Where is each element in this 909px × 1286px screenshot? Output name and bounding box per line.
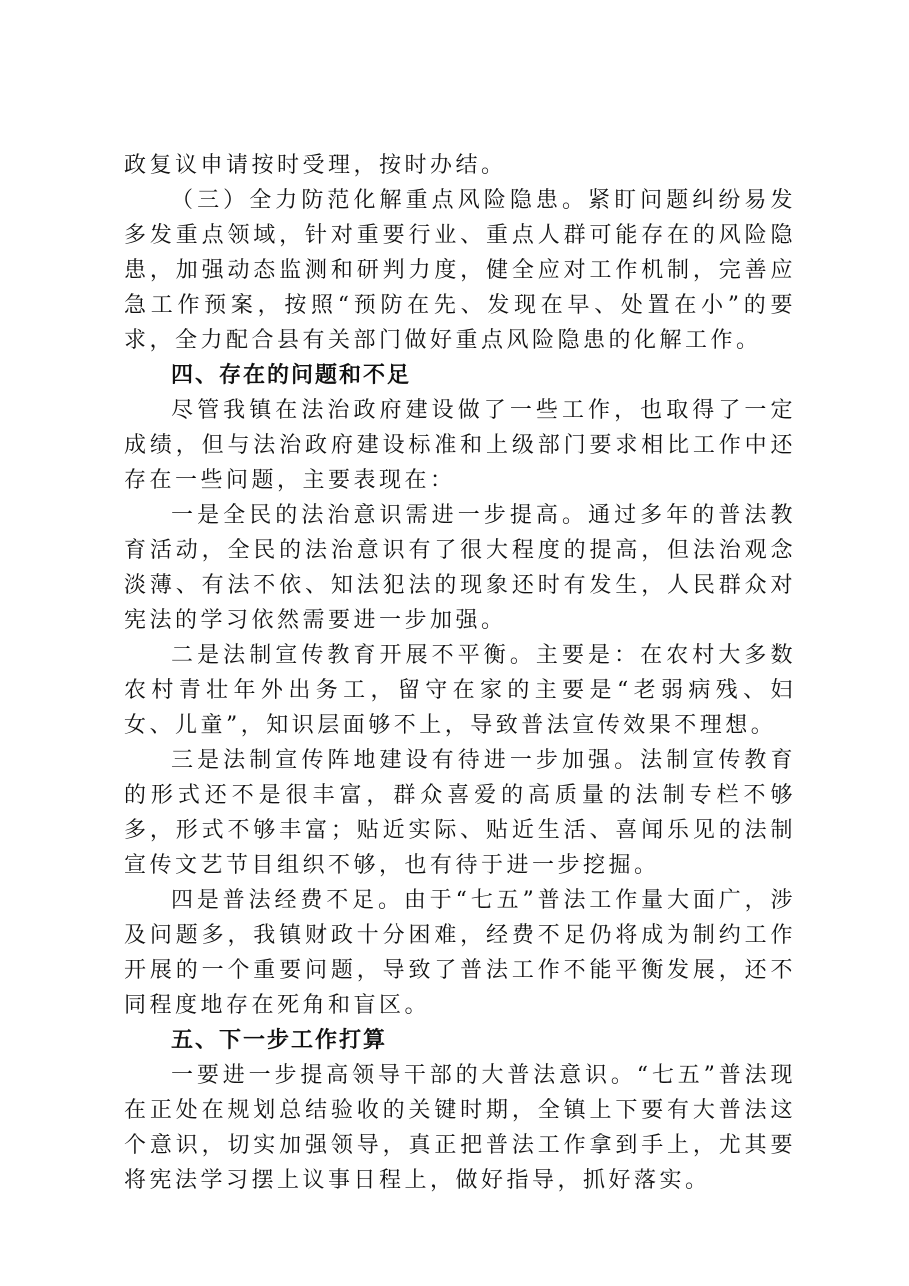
paragraph-continuation: 政复议申请按时受理，按时办结。 [124, 153, 507, 178]
section-heading-next-steps: 五、下一步工作打算 [171, 1028, 388, 1053]
document-body [124, 148, 796, 1198]
paragraph-problem-one: 一是全民的法治意识需进一步提高。通过多年的普法教育活动，全民的法治意识有了很大程度的提高，但法治观念淡薄、有法不依、知法犯法的现象还时有发生，人民群众对宪法的学习依然需要进一步加强。 [124, 503, 796, 633]
section-heading-problems: 四、存在的问题和不足 [171, 363, 412, 388]
paragraph-next-step-one: 一要进一步提高领导干部的大普法意识。“七五”普法现在正处在规划总结验收的关键时期，全镇上下要有大普法这个意识，切实加强领导，真正把普法工作拿到手上，尤其要将宪法学习摆上议事日程上，做好指导，抓好落实。 [124, 1063, 796, 1193]
paragraph-problem-three: 三是法制宣传阵地建设有待进一步加强。法制宣传教育的形式还不是很丰富，群众喜爱的高质量的法制专栏不够多，形式不够丰富；贴近实际、贴近生活、喜闻乐见的法制宣传文艺节目组织不够，也有待于进一步挖掘。 [124, 748, 796, 878]
paragraph-problem-four: 四是普法经费不足。由于“七五”普法工作量大面广，涉及问题多，我镇财政十分困难，经费不足仍将成为制约工作开展的一个重要问题，导致了普法工作不能平衡发展，还不同程度地存在死角和盲区。 [124, 888, 796, 1018]
paragraph-problems-intro: 尽管我镇在法治政府建设做了一些工作，也取得了一定成绩，但与法治政府建设标准和上级部门要求相比工作中还存在一些问题，主要表现在： [124, 398, 796, 493]
paragraph-risk-prevention: （三）全力防范化解重点风险隐患。紧盯问题纠纷易发多发重点领域，针对重要行业、重点人群可能存在的风险隐患，加强动态监测和研判力度，健全应对工作机制，完善应急工作预案，按照“预防在先、发现在早、处置在小”的要求，全力配合县有关部门做好重点风险隐患的化解工作。 [124, 188, 796, 353]
paragraph-problem-two: 二是法制宣传教育开展不平衡。主要是：在农村大多数农村青壮年外出务工，留守在家的主要是“老弱病残、妇女、儿童”，知识层面够不上，导致普法宣传效果不理想。 [124, 643, 796, 738]
